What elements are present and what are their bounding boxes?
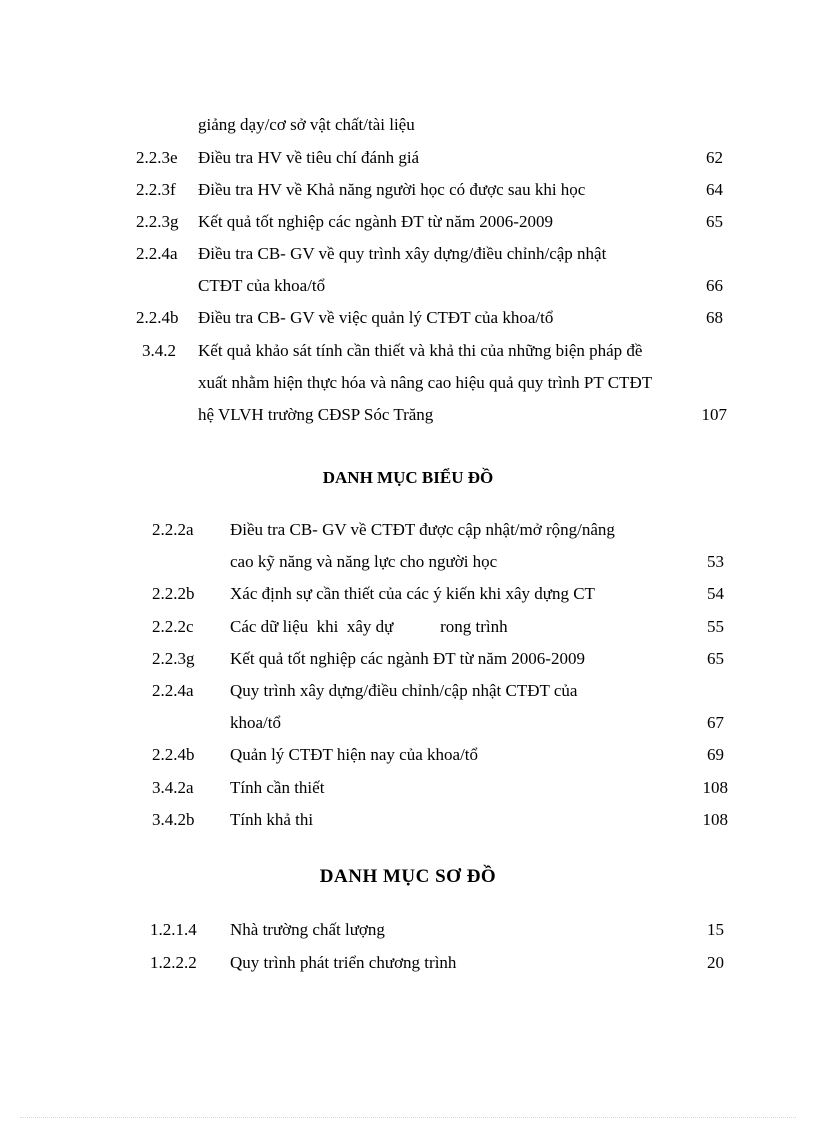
entry-text-line: Quản lý CTĐT hiện nay của khoa/tổ (230, 745, 479, 764)
entry-number: 2.2.4a (136, 244, 178, 263)
entry-page: 62 (706, 148, 723, 167)
entry-text-line: Tính cần thiết (230, 778, 325, 797)
entry-text-line: Điều tra HV về tiêu chí đánh giá (198, 148, 420, 167)
entry-number: 2.2.4b (152, 745, 195, 764)
entry-text-line: Điều tra HV về Khả năng người học có được sau khi học (198, 180, 586, 199)
entry-page: 53 (707, 552, 724, 571)
entry-text-line: Các dữ liệu khi xây dự rong trình (230, 617, 508, 636)
entry-page: 54 (707, 584, 724, 603)
entry-number: 2.2.2a (152, 520, 194, 539)
entry-page: 65 (707, 649, 724, 668)
entry-text-line: hệ VLVH trường CĐSP Sóc Trăng (198, 405, 434, 424)
entry-text-line: Xác định sự cần thiết của các ý kiến khi xây dựng CT (230, 584, 595, 603)
entry-text-line: Quy trình xây dựng/điều chỉnh/cập nhật CTĐT của (230, 681, 578, 700)
entry-number: 3.4.2a (152, 778, 194, 797)
entry-page: 20 (707, 953, 724, 972)
entry-page: 64 (706, 180, 723, 199)
entry-text-line: Tính khả thi (230, 810, 314, 829)
entry-text-line: cao kỹ năng và năng lực cho người học (230, 552, 498, 571)
page-bottom-rule (20, 1117, 796, 1118)
entry-text-line: Điều tra CB- GV về việc quản lý CTĐT của khoa/tổ (198, 308, 554, 327)
entry-page: 68 (706, 308, 723, 327)
entry-number: 2.2.4b (136, 308, 179, 327)
entry-number: 2.2.2b (152, 584, 195, 603)
entry-text-line: Nhà trường chất lượng (230, 920, 385, 939)
entry-page: 107 (701, 405, 727, 424)
entry-text-line: xuất nhằm hiện thực hóa và nâng cao hiệu quả quy trình PT CTĐT (198, 373, 653, 392)
entry-page: 55 (707, 617, 724, 636)
entry-number: 2.2.3e (136, 148, 178, 167)
diagrams-section-title: DANH MỤC SƠ ĐỒ (319, 866, 497, 887)
entry-number: 1.2.1.4 (150, 920, 197, 939)
entry-number: 2.2.4a (152, 681, 194, 700)
entry-text-line: Điều tra CB- GV về quy trình xây dựng/điều chỉnh/cập nhật (198, 244, 607, 263)
entry-page: 69 (707, 745, 724, 764)
entry-page: 66 (706, 276, 723, 295)
entry-number: 2.2.3g (136, 212, 179, 231)
entry-number: 2.2.3g (152, 649, 195, 668)
entry-text-line: Điều tra CB- GV về CTĐT được cập nhật/mở rộng/nâng (230, 520, 615, 539)
entry-text-line: Kết quả tốt nghiệp các ngành ĐT từ năm 2006-2009 (230, 649, 585, 668)
entry-text-line: CTĐT của khoa/tổ (198, 276, 326, 295)
entry-text-line: Kết quả tốt nghiệp các ngành ĐT từ năm 2006-2009 (198, 212, 553, 231)
entry-text-line: khoa/tổ (230, 713, 281, 732)
entry-page: 67 (707, 713, 724, 732)
entry-text-line: giảng dạy/cơ sở vật chất/tài liệu (198, 115, 415, 134)
entry-text-line: Kết quả khảo sát tính cần thiết và khả thi của những biện pháp đề (198, 341, 643, 360)
entry-page: 65 (706, 212, 723, 231)
entry-number: 2.2.2c (152, 617, 194, 636)
entry-number: 3.4.2b (152, 810, 195, 829)
entry-number: 2.2.3f (136, 180, 176, 199)
entry-number: 1.2.2.2 (150, 953, 197, 972)
entry-page: 108 (702, 810, 728, 829)
entry-page: 15 (707, 920, 724, 939)
entry-page: 108 (702, 778, 728, 797)
charts-section-title: DANH MỤC BIỂU ĐỒ (322, 468, 494, 487)
entry-text-line: Quy trình phát triển chương trình (230, 953, 457, 972)
entry-number: 3.4.2 (142, 341, 176, 360)
